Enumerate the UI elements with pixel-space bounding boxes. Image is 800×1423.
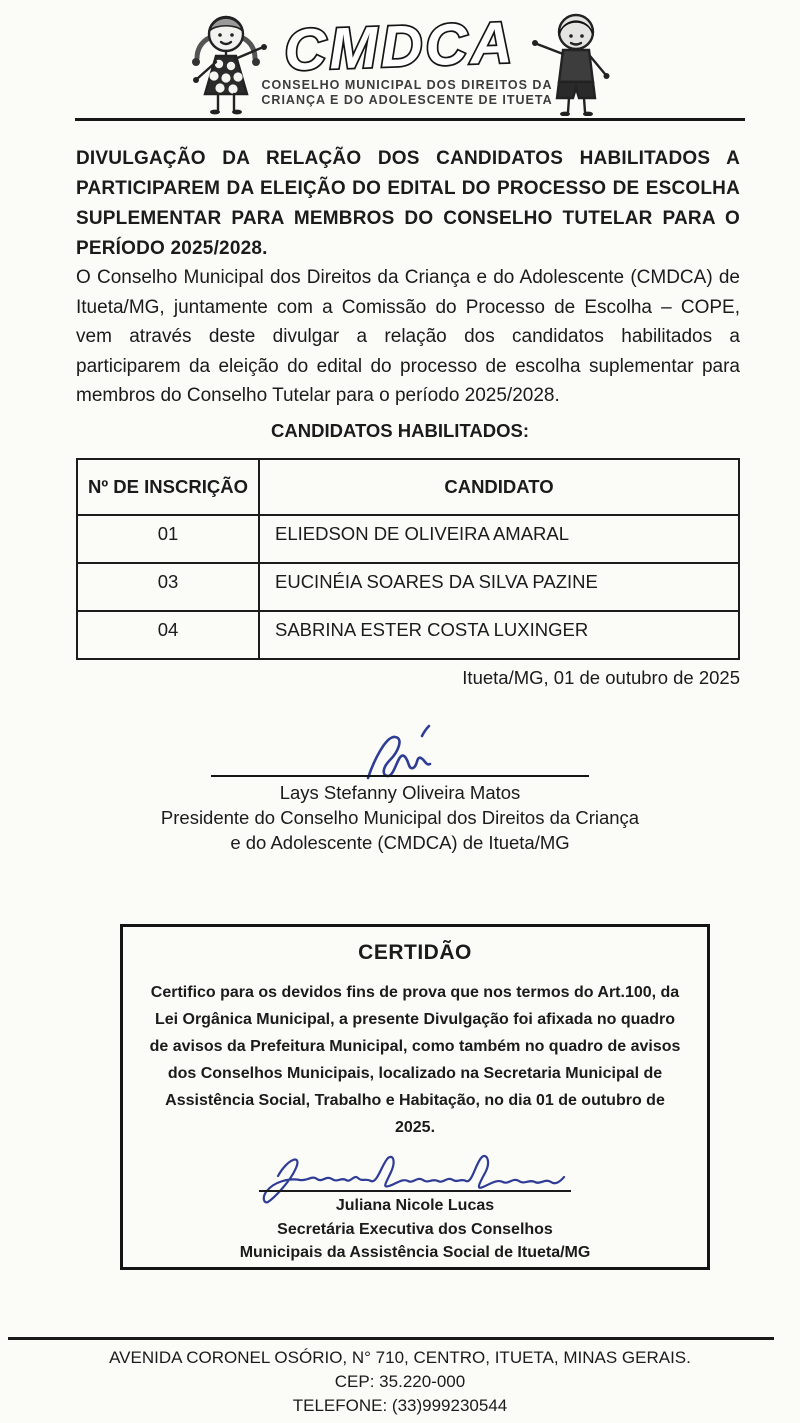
table-row [77, 563, 739, 611]
cmdca-logo-graphic [185, 4, 615, 116]
table-header-row [77, 459, 739, 515]
cell-candidato: EUCINÉIA SOARES DA SILVA PAZINE [259, 563, 739, 611]
footer-address: AVENIDA CORONEL OSÓRIO, N° 710, CENTRO, ITUETA, MINAS GERAIS. [109, 1348, 691, 1367]
signature-line [259, 1190, 571, 1192]
logo-subtitle-line2: CRIANÇA E DO ADOLESCENTE DE ITUETA [261, 93, 553, 107]
dateline: Itueta/MG, 01 de outubro de 2025 [462, 667, 740, 688]
footer-divider [8, 1337, 774, 1340]
signer-name: Juliana Nicole Lucas [335, 1197, 495, 1214]
header-divider [75, 118, 745, 121]
logo-subtitle-line1: CONSELHO MUNICIPAL DOS DIREITOS DA [261, 78, 553, 92]
column-header-inscricao: Nº DE INSCRIÇÃO [77, 459, 259, 515]
intro-paragraph: O Conselho Municipal dos Direitos da Criança e do Adolescente (CMDCA) de Itueta/MG, juntamente com a Comissão do Processo de Escolha – COPE, vem através deste divulgar a relação dos candidatos habilitados a participarem da eleição do edital do processo de escolha suplementar para membros do Conselho Tutelar para o período 2025/2028. [76, 267, 740, 406]
footer-phone: TELEFONE: (33)999230544 [292, 1396, 508, 1415]
cell-numero: 01 [77, 515, 259, 563]
candidates-table [76, 458, 740, 660]
certificate-title: CERTIDÃO [358, 941, 472, 964]
certificate-body: Certifico para os devidos fins de prova que nos termos do Art.100, da Lei Orgânica Municipal, a presente Divulgação foi afixada no quadro de avisos da Prefeitura Municipal, como também no quadro de avisos dos Conselhos Municipais, localizado na Secretaria Municipal de Assistência Social, Trabalho e Habitação, no dia 01 de outubro de 2025. [149, 984, 681, 1136]
certificate-box [120, 924, 710, 1270]
cell-numero: 04 [77, 611, 259, 659]
logo-title: CMDCA [283, 9, 517, 84]
table-row [77, 515, 739, 563]
girl-figure [192, 17, 267, 114]
signature-block-secretary [240, 1150, 591, 1265]
signer-role-line1: Secretária Executiva dos Conselhos [277, 1220, 553, 1238]
document-title: DIVULGAÇÃO DA RELAÇÃO DOS CANDIDATOS HABILITADOS A PARTICIPAREM DA ELEIÇÃO DO EDITAL DO PROCESSO DE ESCOLHA SUPLEMENTAR PARA MEMBROS DO CONSELHO TUTELAR PARA O PERÍODO 2025/2028. [76, 148, 740, 259]
cell-candidato: ELIEDSON DE OLIVEIRA AMARAL [259, 515, 739, 563]
column-header-candidato: CANDIDATO [259, 459, 739, 515]
signer-role-line1: Presidente do Conselho Municipal dos Direitos da Criança [160, 807, 640, 828]
table-row [77, 611, 739, 659]
signer-name: Lays Stefanny Oliveira Matos [279, 782, 521, 803]
cell-numero: 03 [77, 563, 259, 611]
signature-block-president [0, 724, 800, 855]
signer-role-line2: Municipais da Assistência Social de Itueta/MG [239, 1244, 591, 1261]
footer-cep: CEP: 35.220-000 [334, 1372, 466, 1391]
cell-candidato: SABRINA ESTER COSTA LUXINGER [259, 611, 739, 659]
signer-role-line2: e do Adolescente (CMDCA) de Itueta/MG [230, 832, 570, 853]
signature-line [211, 775, 589, 777]
footer [0, 1346, 800, 1418]
cmdca-logo [185, 4, 615, 121]
section-heading: CANDIDATOS HABILITADOS: [271, 420, 529, 441]
